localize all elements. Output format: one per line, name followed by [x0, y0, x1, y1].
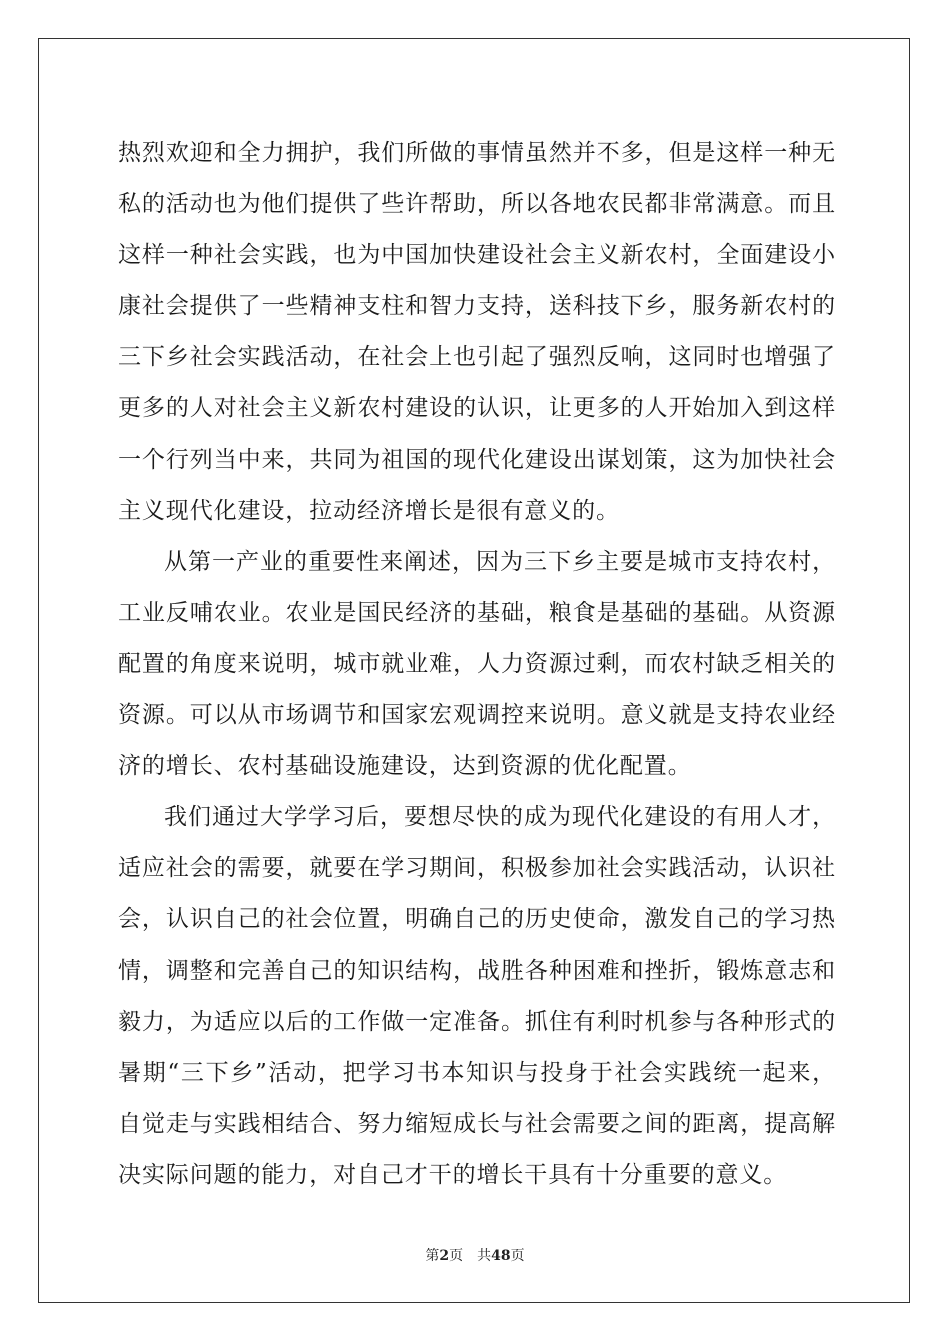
paragraph-1-line: 康社会提供了一些精神支柱和智力支持，送科技下乡，服务新农村的 — [118, 293, 836, 320]
document-body — [118, 128, 836, 1201]
paragraph-3-line: 自觉走与实践相结合、努力缩短成长与社会需要之间的距离，提高解 — [118, 1110, 836, 1137]
page-footer — [0, 1245, 950, 1265]
paragraph-1-line: 热烈欢迎和全力拥护，我们所做的事情虽然并不多，但是这样一种无 — [118, 140, 836, 166]
footer-total-prefix: 共 — [477, 1248, 492, 1264]
paragraph-2-line: 资源。可以从市场调节和国家宏观调控来说明。意义就是支持农业经 — [118, 702, 836, 729]
paragraph-3-line: 决实际问题的能力，对自己才干的增长干具有十分重要的意义。 — [118, 1161, 788, 1188]
paragraph-2-line: 工业反哺农业。农业是国民经济的基础，粮食是基础的基础。从资源 — [118, 599, 836, 626]
paragraph-2-line: 从第一产业的重要性来阐述，因为三下乡主要是城市支持农村， — [164, 548, 836, 575]
paragraph-1-line: 一个行列当中来，共同为祖国的现代化建设出谋划策，这为加快社会 — [118, 446, 836, 473]
paragraph-3-line: 会，认识自己的社会位置，明确自己的历史使命，激发自己的学习热 — [118, 906, 836, 933]
paragraph-2-line: 配置的角度来说明，城市就业难，人力资源过剩，而农村缺乏相关的 — [118, 650, 836, 677]
paragraph-1-line: 更多的人对社会主义新农村建设的认识，让更多的人开始加入到这样 — [118, 395, 836, 422]
paragraph-3-line: 我们通过大学学习后，要想尽快的成为现代化建设的有用人才， — [164, 804, 836, 831]
paragraph-1-line: 这样一种社会实践，也为中国加快建设社会主义新农村，全面建设小 — [118, 242, 836, 269]
footer-page-number: 2 — [439, 1248, 450, 1264]
footer-page-prefix: 第 — [425, 1248, 440, 1264]
footer-total-suffix: 页 — [510, 1248, 525, 1264]
paragraph-3-line: 情，调整和完善自己的知识结构，战胜各种困难和挫折，锻炼意志和 — [118, 957, 836, 984]
paragraph-1-line: 私的活动也为他们提供了些许帮助，所以各地农民都非常满意。而且 — [118, 191, 836, 218]
footer-page-suffix: 页 — [449, 1248, 464, 1264]
paragraph-3-line: 毅力，为适应以后的工作做一定准备。抓住有利时机参与各种形式的 — [118, 1008, 836, 1035]
paragraph-3-line: 适应社会的需要，就要在学习期间，积极参加社会实践活动，认识社 — [118, 855, 836, 882]
footer-total-pages: 48 — [491, 1248, 511, 1264]
paragraph-1-line: 主义现代化建设，拉动经济增长是很有意义的。 — [118, 497, 620, 524]
paragraph-2-line: 济的增长、农村基础设施建设，达到资源的优化配置。 — [118, 753, 692, 780]
paragraph-1-line: 三下乡社会实践活动，在社会上也引起了强烈反响，这同时也增强了 — [118, 344, 836, 371]
paragraph-3-line: 暑期“三下乡”活动，把学习书本知识与投身于社会实践统一起来， — [118, 1059, 836, 1086]
